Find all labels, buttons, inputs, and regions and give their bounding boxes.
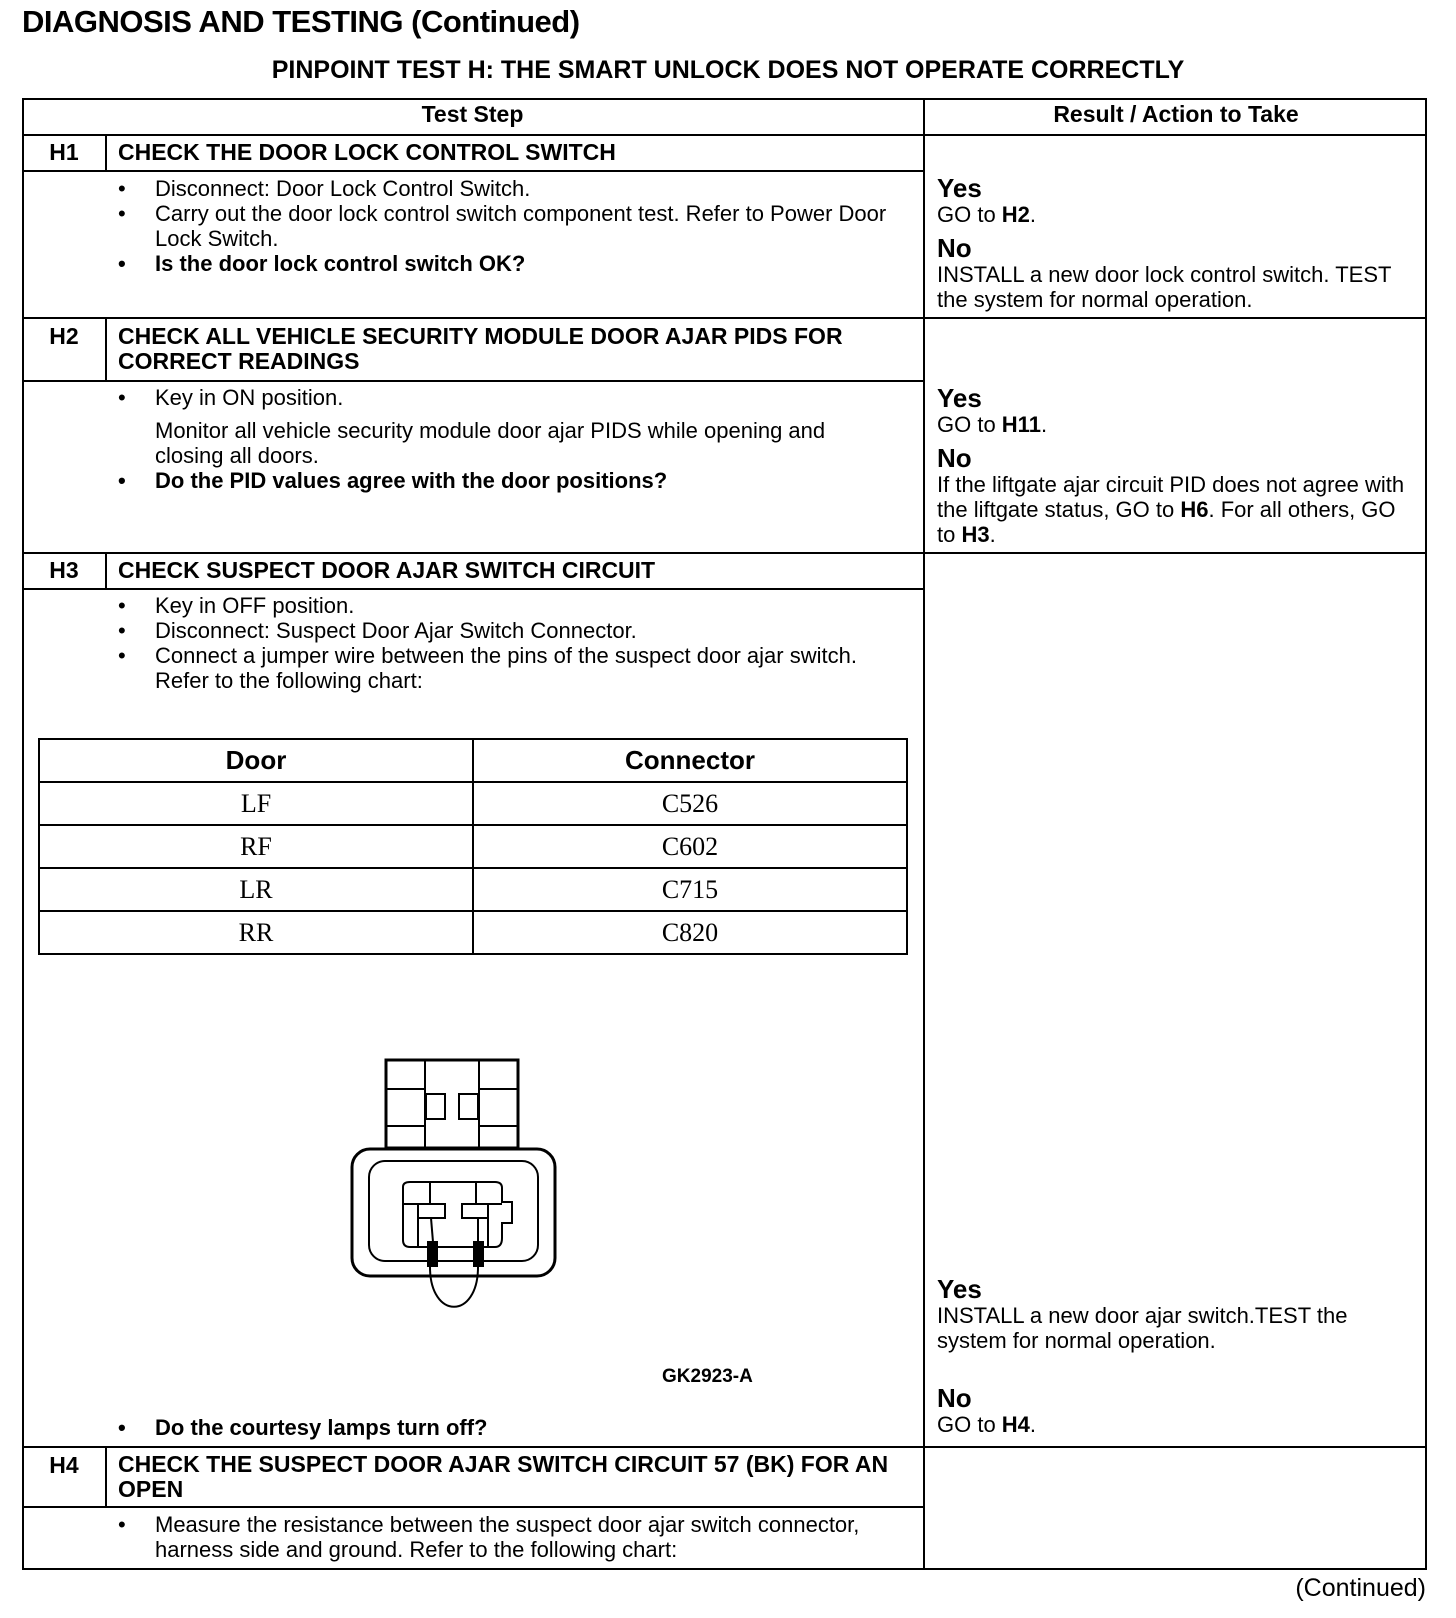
step-link-h6[interactable]: H6 [1180,497,1209,522]
figure-id: GK2923-A [662,1366,753,1387]
door-cell: LF [39,782,473,825]
instruction: • Measure the resistance between the suspect door ajar switch connector, harness side and ground. Refer to the following chart: [114,1512,874,1562]
step-instructions-h3 [114,593,874,693]
yes-action [937,202,1417,227]
step-instructions-h4 [114,1512,874,1562]
no-action [937,1412,1417,1437]
chart-row [39,868,907,911]
no-label: No [937,233,972,263]
instruction: • Disconnect: Door Lock Control Switch. [114,176,894,201]
no-text: GO to [937,1412,1002,1437]
question: • Do the PID values agree with the door positions? [114,468,894,493]
no-label: No [937,443,972,473]
punct: . [989,522,996,547]
step-id-h4: H4 [49,1452,79,1478]
row-divider [22,588,924,590]
yes-action [937,412,1417,437]
yes-label: Yes [937,1274,982,1304]
step-instructions-h1 [114,176,894,276]
header-result: Result / Action to Take [1053,101,1299,127]
chart-header-door: Door [39,739,473,782]
no-label: No [937,1383,972,1413]
step-link-h11[interactable]: H11 [1001,412,1041,437]
chart-row [39,911,907,954]
no-text: . For all others, GO to [937,497,1396,547]
door-cell: RF [39,825,473,868]
chart-header-connector: Connector [473,739,907,782]
step-id-h3: H3 [49,557,79,583]
step-question-h3 [114,1415,894,1440]
chart-header-row [39,739,907,782]
door-cell: LR [39,868,473,911]
step-link-h3[interactable]: H3 [961,522,990,547]
row-divider [22,317,1427,319]
instruction: • Key in OFF position. [114,593,874,618]
step-title-h3: CHECK SUSPECT DOOR AJAR SWITCH CIRCUIT [118,557,656,583]
chart-row [39,782,907,825]
step-title-h4: CHECK THE SUSPECT DOOR AJAR SWITCH CIRCUIT 57 (BK) FOR AN OPEN [118,1451,889,1502]
header-test-step: Test Step [421,101,524,127]
result-h3 [937,1276,1417,1437]
connector-cell: C602 [473,825,907,868]
no-action: INSTALL a new door lock control switch. TEST the system for normal operation. [937,262,1392,312]
yes-label: Yes [937,173,982,203]
row-divider [22,170,924,172]
yes-text: GO to [937,412,1002,437]
result-h2 [937,385,1417,547]
row-divider [22,134,1427,136]
step-id-h2: H2 [49,323,79,349]
instruction-note: Monitor all vehicle security module door ajar PIDS while opening and closing all doors. [155,418,826,468]
question: • Do the courtesy lamps turn off? [114,1415,894,1440]
punct: . [1029,1412,1037,1437]
connector-cell: C715 [473,868,907,911]
question: • Is the door lock control switch OK? [114,251,894,276]
no-action [937,472,1417,547]
step-link-h2[interactable]: H2 [1001,202,1030,227]
yes-label: Yes [937,383,982,413]
no-text: If the liftgate ajar circuit PID does not agree with the liftgate status, GO to [937,472,1405,522]
door-connector-chart [38,738,908,955]
step-title-h1: CHECK THE DOOR LOCK CONTROL SWITCH [118,139,616,165]
instruction: • Key in ON position. [114,385,894,410]
result-h1 [937,175,1417,312]
instruction: • Carry out the door lock control switch component test. Refer to Power Door Lock Switch. [114,201,894,251]
yes-action: INSTALL a new door ajar switch.TEST the system for normal operation. [937,1303,1348,1353]
yes-text: GO to [937,202,1002,227]
connector-cell: C526 [473,782,907,825]
step-title-h2: CHECK ALL VEHICLE SECURITY MODULE DOOR AJAR PIDS FOR CORRECT READINGS [118,323,843,374]
row-divider [22,380,924,382]
punct: . [1040,412,1048,437]
instruction: • Connect a jumper wire between the pins of the suspect door ajar switch. Refer to the following chart: [114,643,874,693]
instruction: • Disconnect: Suspect Door Ajar Switch Connector. [114,618,874,643]
punct: . [1029,202,1037,227]
continued-label: (Continued) [1295,1574,1426,1602]
row-divider [22,1506,924,1508]
step-instructions-h2 [114,385,894,493]
pinpoint-test-title: PINPOINT TEST H: THE SMART UNLOCK DOES NOT OPERATE CORRECTLY [271,56,1185,84]
step-id-h1: H1 [49,139,79,165]
row-divider [22,1446,1427,1448]
connector-jumper-diagram [330,1020,780,1360]
chart-row [39,825,907,868]
row-divider [22,552,1427,554]
page-title: DIAGNOSIS AND TESTING (Continued) [22,4,580,39]
connector-cell: C820 [473,911,907,954]
door-cell: RR [39,911,473,954]
step-link-h4[interactable]: H4 [1001,1412,1030,1437]
